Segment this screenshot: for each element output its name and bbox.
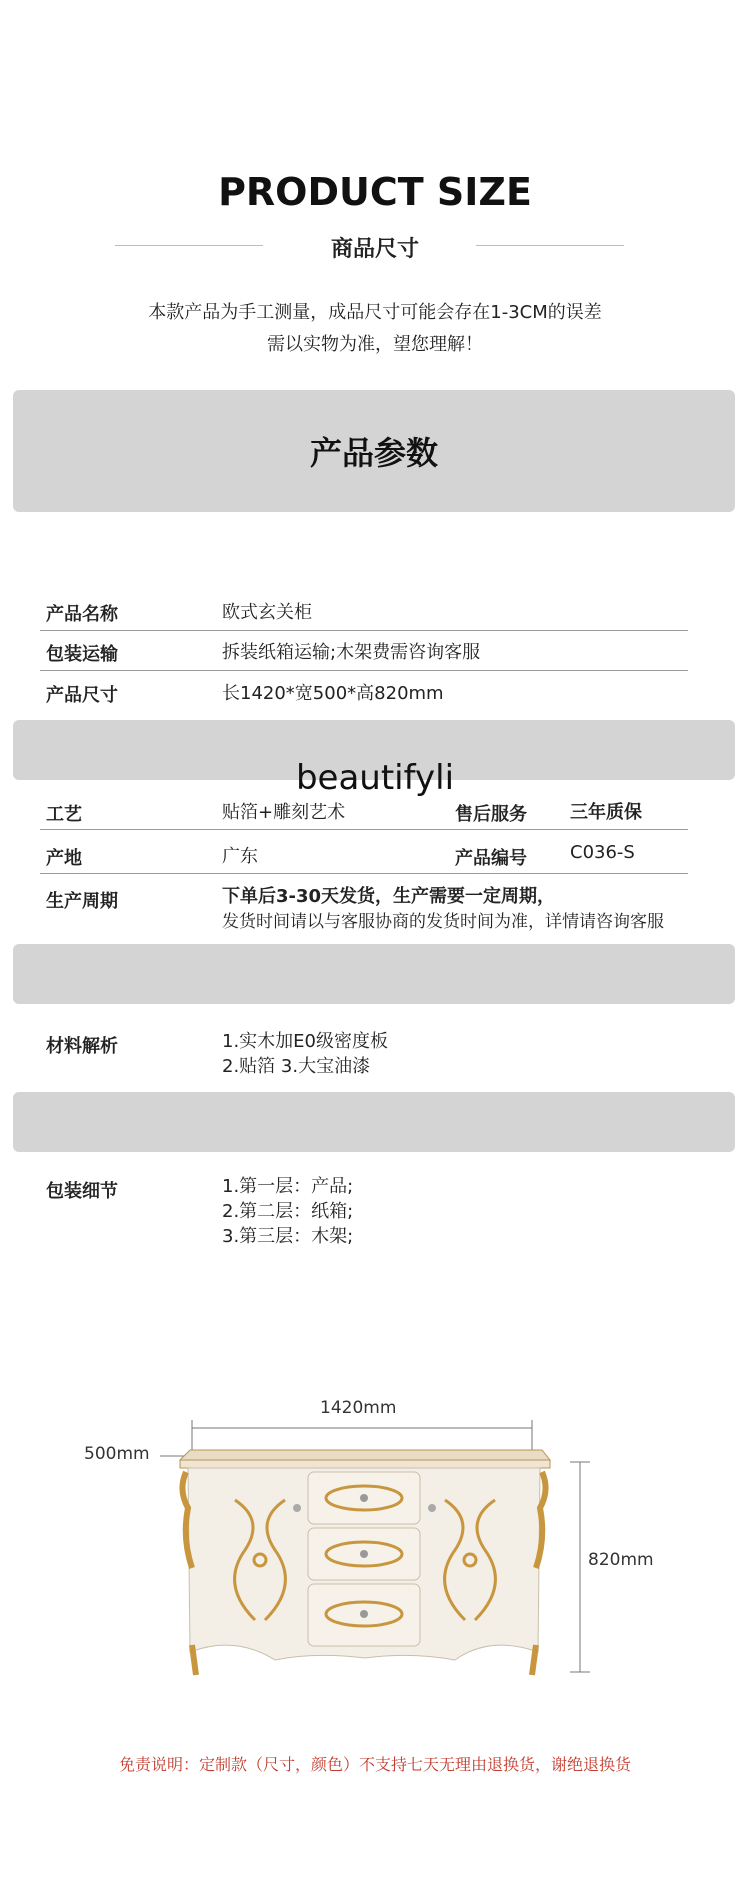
row-divider — [40, 829, 688, 830]
page-title: PRODUCT SIZE — [218, 170, 532, 214]
material-line2: 2.贴箔 3.大宝油漆 — [222, 1056, 371, 1077]
detail-value-origin: 广东 — [222, 846, 258, 867]
detail-label-cycle: 生产周期 — [46, 891, 118, 912]
detail-label-code: 产品编号 — [455, 848, 527, 869]
packing-line3: 3.第三层：木架; — [222, 1226, 354, 1247]
dimension-height: 820mm — [588, 1550, 654, 1570]
detail-value-service: 三年质保 — [570, 802, 642, 823]
section-band — [13, 944, 735, 1004]
packing-line2: 2.第二层：纸箱; — [222, 1201, 354, 1222]
param-value-size: 长1420*宽500*高820mm — [222, 683, 444, 704]
measure-note-line1: 本款产品为手工测量，成品尺寸可能会存在1-3CM的误差 — [148, 302, 602, 323]
params-title: 产品参数 — [309, 434, 438, 472]
page-subtitle: 商品尺寸 — [330, 237, 419, 262]
detail-label-origin: 产地 — [46, 848, 82, 869]
divider-right — [476, 245, 624, 246]
param-value-name: 欧式玄关柜 — [222, 602, 312, 623]
detail-label-service: 售后服务 — [455, 804, 527, 825]
param-value-shipping: 拆装纸箱运输;木架费需咨询客服 — [222, 642, 481, 663]
material-line1: 1.实木加E0级密度板 — [222, 1031, 388, 1052]
material-label: 材料解析 — [46, 1036, 118, 1057]
section-band — [13, 1092, 735, 1152]
packing-label: 包装细节 — [46, 1181, 118, 1202]
dimension-length: 1420mm — [320, 1398, 397, 1418]
param-label-size: 产品尺寸 — [46, 685, 118, 706]
brand-watermark: beautifyli — [295, 758, 455, 798]
param-label-name: 产品名称 — [46, 604, 118, 625]
detail-value-cycle-line2: 发货时间请以与客服协商的发货时间为准，详情请咨询客服 — [222, 912, 664, 932]
dimension-depth: 500mm — [84, 1444, 150, 1464]
row-divider — [40, 873, 688, 874]
cabinet-illustration — [60, 1420, 680, 1680]
packing-line1: 1.第一层：产品; — [222, 1176, 354, 1197]
detail-value-code: C036-S — [570, 842, 635, 863]
detail-label-craft: 工艺 — [46, 804, 82, 825]
param-label-shipping: 包装运输 — [46, 644, 118, 665]
row-divider — [40, 670, 688, 671]
detail-value-craft: 贴箔+雕刻艺术 — [222, 802, 346, 823]
row-divider — [40, 630, 688, 631]
detail-value-cycle-line1: 下单后3-30天发货，生产需要一定周期， — [222, 886, 556, 907]
measure-note-line2: 需以实物为准，望您理解！ — [267, 334, 483, 355]
disclaimer-text: 免责说明：定制款（尺寸，颜色）不支持七天无理由退换货，谢绝退换货 — [118, 1755, 631, 1774]
